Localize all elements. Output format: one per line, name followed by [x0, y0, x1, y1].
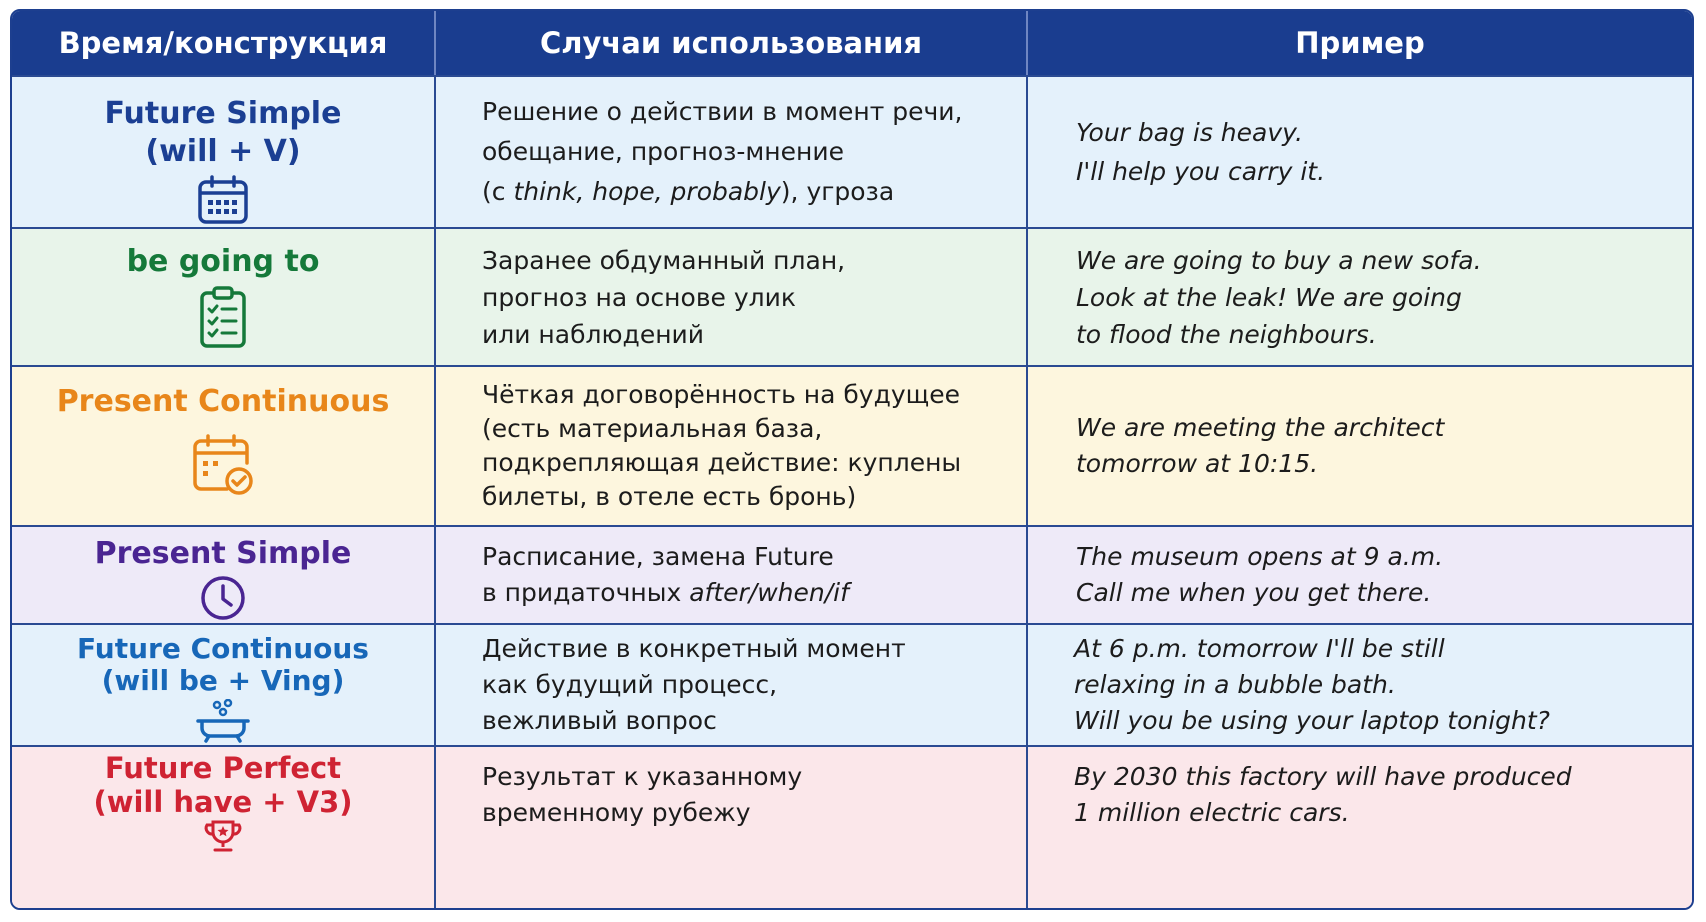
example-line: relaxing in a bubble bath. [1074, 670, 1396, 699]
example-cell [1028, 625, 1692, 745]
example-cell [1028, 367, 1692, 525]
tenses-table [10, 9, 1694, 910]
example-cell [1028, 77, 1692, 227]
header-example: Пример [1295, 26, 1425, 60]
usage-line: билеты, в отеле есть бронь) [482, 482, 857, 511]
usage-line: Расписание, замена Future [482, 542, 834, 571]
clipboard-checklist-icon [198, 285, 248, 349]
tense-formula: (will + V) [145, 134, 301, 169]
table-row [12, 227, 1692, 365]
usage-line: (с think, hope, probably), угроза [482, 177, 895, 206]
usage-cell [436, 747, 1028, 910]
example-line: By 2030 this factory will have produced [1074, 762, 1572, 791]
example-cell [1028, 229, 1692, 365]
example-line: Look at the leak! We are going [1076, 282, 1462, 312]
usage-line: подкрепляющая действие: куплены [482, 448, 962, 477]
trophy-icon [203, 819, 243, 853]
header-tense: Время/конструкция [12, 11, 436, 75]
example-line: At 6 p.m. tomorrow I'll be still [1074, 634, 1445, 663]
usage-line: Действие в конкретный момент [482, 634, 906, 663]
usage-line: Результат к указанному [482, 762, 803, 791]
table-row [12, 365, 1692, 525]
tense-cell [12, 747, 436, 910]
example-line: I'll help you carry it. [1076, 157, 1326, 186]
tense-cell [12, 527, 436, 623]
header-usage: Случаи использования [436, 11, 1028, 75]
usage-line: Заранее обдуманный план, [482, 245, 846, 275]
usage-cell [436, 229, 1028, 365]
bathtub-icon [195, 699, 251, 743]
usage-line: временному рубежу [482, 798, 751, 827]
example-line: We are meeting the architect [1076, 413, 1445, 442]
example-line: Your bag is heavy. [1076, 118, 1303, 147]
usage-line: обещание, прогноз-мнение [482, 137, 844, 166]
example-line: to flood the neighbours. [1076, 319, 1377, 349]
usage-line: вежливый вопрос [482, 706, 717, 735]
usage-line: в придаточных after/when/if [482, 578, 849, 607]
example-line: We are going to buy a new sofa. [1076, 245, 1482, 275]
usage-line: (есть материальная база, [482, 414, 823, 443]
example-line: Call me when you get there. [1076, 578, 1432, 607]
tense-formula: (will have + V3) [93, 785, 353, 819]
tense-name: Future Simple [104, 96, 342, 131]
clock-icon [199, 575, 247, 621]
example-cell [1028, 527, 1692, 623]
example-line: 1 million electric cars. [1074, 798, 1350, 827]
table-row [12, 525, 1692, 623]
tense-name: be going to [126, 244, 320, 279]
tense-cell [12, 229, 436, 365]
calendar-check-icon [191, 433, 255, 497]
usage-line: или наблюдений [482, 319, 705, 349]
example-line: tomorrow at 10:15. [1076, 449, 1319, 478]
tense-name: Future Perfect [104, 751, 342, 785]
tense-name: Future Continuous [77, 632, 369, 665]
usage-cell [436, 77, 1028, 227]
example-cell [1028, 747, 1692, 910]
example-line: Will you be using your laptop tonight? [1074, 706, 1550, 735]
usage-line: прогноз на основе улик [482, 282, 797, 312]
usage-line: Чёткая договорённость на будущее [482, 380, 960, 409]
calendar-icon [197, 175, 249, 225]
example-line: The museum opens at 9 a.m. [1076, 542, 1444, 571]
tense-cell [12, 367, 436, 525]
table-header [12, 11, 1692, 75]
tense-name: Present Simple [94, 536, 352, 571]
usage-cell [436, 625, 1028, 745]
tense-cell [12, 625, 436, 745]
tense-formula: (will be + Ving) [101, 664, 345, 697]
table-row [12, 745, 1692, 910]
usage-line: как будущий процесс, [482, 670, 778, 699]
tense-name: Present Continuous [56, 384, 390, 419]
table-row [12, 75, 1692, 227]
table-row [12, 623, 1692, 745]
usage-cell [436, 527, 1028, 623]
usage-line: Решение о действии в момент речи, [482, 97, 963, 126]
tense-cell [12, 77, 436, 227]
usage-cell [436, 367, 1028, 525]
